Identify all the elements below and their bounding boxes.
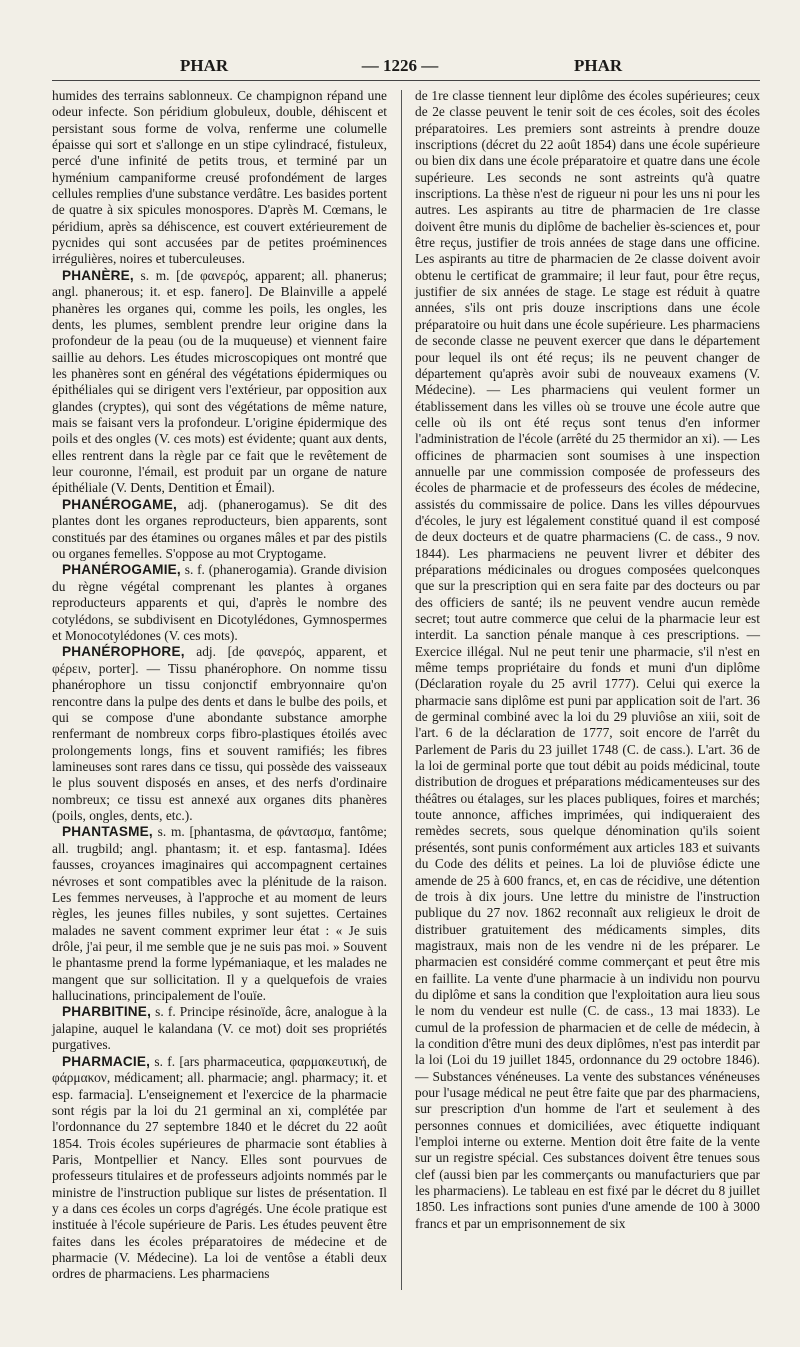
header-rule (52, 80, 760, 81)
running-head-left: PHAR (180, 56, 229, 75)
page-header (0, 56, 800, 82)
entry-phanerophore (52, 644, 387, 824)
entry-definition: adj. (phanerogamus). Se dit des plantes dont les organes reproducteurs, bien apparents, sont constitués par des étamines ou organes mâles et par des pistils ou organes femelles. S'oppose au mot Cryptogame. (52, 496, 387, 562)
left-column (52, 88, 387, 1283)
column-divider (401, 90, 402, 1290)
entry-definition: s. m. [de φανερός, apparent; all. phanerus; angl. phanerous; it. et esp. fanero]. De Blainville a appelé phanères les organes qui, comme les poils, les ongles, les dents, les plumes, semblent prendre leur origine dans la profondeur de la peau (ou de la muqueuse) et viennent faire saillie au dehors. Les études microscopiques ont montré que les phanères sont en général des végétations épidermiques ou épithéliales qui se dirigent vers l'extérieur, par opposition aux glandes (cryptes), qui sont des végétations de même nature, mais se faisant vers la profondeur. L'origine épidermique des poils et des ongles (V. ces mots) est évidente; quant aux dents, elles rentrent dans la règle par ce fait que le revêtement de leur couronne, l'émail, est produit par un organe de nature épithéliale (V. Dents, Dentition et Émail). (52, 267, 387, 496)
entry-definition: s. f. [ars pharmaceutica, φαρμακευτική, de φάρμακον, médicament; all. pharmacie; angl. pharmacy; it. et esp. farmacia]. L'enseignement et l'exercice de la pharmacie sont régis par la loi du 21 germinal an xi, complétée par l'ordonnance du 27 septembre 1840 et le décret du 22 août 1854. Trois écoles supérieures de pharmacie sont établies à Paris, Montpellier et Nancy. Elles sont pourvues de professeurs titulaires et de professeurs adjoints nommés par le ministre de l'instruction publique sur listes de présentation. Il y a dans ces écoles un corps d'agrégés. Une école pratique est instituée à l'école supérieure de Paris. Les études peuvent être faites dans les écoles préparatoires de médecine et de pharmacie (V. Médecine). La loi de ventôse a établi deux ordres de pharmaciens. Les pharmaciens (52, 1053, 387, 1282)
right-column (415, 88, 760, 1232)
entry-headword: PHANTASME, (62, 824, 153, 840)
running-head-right: PHAR (574, 56, 623, 75)
entry-phanere (52, 268, 387, 497)
entry-headword: PHANÉROPHORE, (62, 644, 185, 660)
entry-phanerogamie (52, 562, 387, 644)
entry-headword: PHANÉROGAME, (62, 496, 177, 512)
entry-phanerogame (52, 497, 387, 563)
right-column-text: de 1re classe tiennent leur diplôme des écoles supérieures; ceux de 2e classe peuvent le tenir soit de ces écoles, soit des écoles préparatoires. Les premiers sont astreints à prendre douze inscriptions (décret du 22 août 1854) dans une école supérieure ou bien dix dans une école préparatoire et quatre dans une école supérieure. Les seconds ne sont astreints qu'à quatre inscriptions. La thèse n'est de rigueur ni pour les uns ni pour les autres. Les aspirants au titre de pharmacien de 1re classe doivent être munis du diplôme de bachelier ès-sciences et, pour être reçus, justifier de trois années de stage dans une officine. Les aspirants au titre de pharmacien de 2e classe doivent avoir obtenu le certificat de grammaire; il leur faut, pour être reçus, justifier de six années de stage. Le stage est réduit à quatre années, s'ils ont pris douze inscriptions dans une école préparatoire ou huit dans une école supérieure. Les pharmaciens de seconde classe ne peuvent exercer que dans le département pour lequel ils ont été reçus; ils ne peuvent changer de département qu'après avoir subi de nouveaux examens (V. Médecine). — Les pharmaciens qui veulent former un établissement dans les villes où se trouve une école autre que celle où ils ont été reçus sont tenus d'en informer l'administration de l'école (arrêté du 25 thermidor an xi). — Les officines de pharmacien sont soumises à une inspection annuelle par une commission composée de professeurs des écoles de pharmacie et de professeurs des écoles de médecine, assistés du commissaire de police. Dans les villes dépourvues d'écoles, le jury est légalement constitué quand il est composé de deux docteurs et de quatre pharmaciens (C. de cass., 9 nov. 1844). Les pharmaciens ne peuvent livrer et débiter des préparations médicinales ou drogues composées quelconques que sur la prescription qui en sera faite par des docteurs ou par des officiers de santé; ils ne peuvent vendre aucun remède secret; tout autre commerce que celui de la pharmacie leur est interdit. La sanction pénale manque à ces prescriptions. — Exercice illégal. Nul ne peut tenir une pharmacie, s'il n'est en même temps propriétaire du fonds et muni d'un diplôme (Déclaration royale du 25 avril 1777). Celui qui exerce la pharmacie sans diplôme est puni par application soit de l'art. 36 de germinal combiné avec la loi du 29 pluviôse an xiii, soit de l'art. 6 de la déclaration de 1777, soit encore de l'arrêt du Parlement de Paris du 23 juillet 1748 (C. de cass.). L'art. 36 de la loi de germinal porte que tout débit au poids médicinal, toute distribution de drogues et préparations médicamenteuses sur des théâtres ou étalages, sur les places publiques, foires et marchés; toute annonce, affiches imprimées, qui indiqueraient des remèdes secrets, sous quelque dénomination qu'ils soient présentés, sont punis conformément aux articles 183 et suivants du Code des délits et peines. La loi de pluviôse édicte une amende de 25 à 600 francs, et, en cas de récidive, une détention de trois à dix jours. Une lettre du ministre de l'instruction publique du 27 nov. 1862 reconnaît aux religieux le droit de distribuer gratuitement des médicaments simples, dits magistraux, mais non de les vendre ni de les préparer. Le pharmacien est considéré comme commerçant et peut être mis en faillite. La vente d'une pharmacie à un individu non pourvu du diplôme et sans la condition que l'exploitation aura lieu sous le nom du vendeur est nulle (C. de cass., 13 mai 1833). Le cumul de la profession de pharmacien et de celle de médecin, à la condition d'être muni des deux diplômes, n'est pas interdit par la loi (Loi du 19 juillet 1845, ordonnance du 29 octobre 1846). — Substances vénéneuses. La vente des substances vénéneuses pour l'usage médical ne peut être faite que par des pharmaciens, sur prescription d'un homme de l'art et seulement à des personnes connues et domiciliées, avec étiquette indiquant l'emploi interne ou externe. Mention doit être faite de la vente sur un registre spécial. Ces substances doivent être tenues sous clef (aussi bien par les commerçants ou manufacturiers que par les pharmaciens). Le tableau en est fixé par le décret du 8 juillet 1850. Les infractions sont punies d'une amende de 100 à 3000 francs et par un emprisonnement de six (415, 88, 760, 1231)
entry-headword: PHANÈRE, (62, 267, 134, 283)
entry-definition: s. f. (phanerogamia). Grande division du règne végétal comprenant les plantes à organes reproducteurs apparents et qui, d'après le nombre des cotylédons, se subdivisent en Dicotylédones, Gymnospermes et Monocotylédones (V. ces mots). (52, 562, 387, 644)
entry-definition: s. f. Principe résinoïde, âcre, analogue à la jalapine, auquel le kalandana (V. ce mot) doit ses propriétés purgatives. (52, 1004, 387, 1053)
page-number: — 1226 — (361, 56, 439, 75)
entry-phantasme (52, 824, 387, 1004)
entry-pharbitine (52, 1004, 387, 1053)
continuation-paragraph: humides des terrains sablonneux. Ce champignon répand une odeur infecte. Son péridium globuleux, double, déhiscent et persistant sous forme de volva, renferme une columelle épaisse qui sort et s'allonge en un stipe cylindracé, fistuleux, percé d'une infinité de petits trous, et terminé par un hyménium campaniforme creusé profondément de larges cellules remplies d'une substance verdâtre. Les basides portent de quatre à six spicules monospores. D'après M. Cœmans, le péridium, après sa déhiscence, est couvert extérieurement de pycnides qui sont accusées par de petites proéminences irrégulières, noires et tuberculeuses. (52, 88, 387, 267)
entry-definition: s. m. [phantasma, de φάντασμα, fantôme; all. trugbild; angl. phantasm; it. et esp. fantasma]. Idées fausses, croyances imaginaires qui accompagnent certaines névroses et sont compatibles avec la plénitude de la raison. Les femmes nerveuses, à l'approche et au moment de leurs règles, les jeunes filles nubiles, y sont sujettes. Certaines malades ne savent comment exprimer leur état : « Je suis drôle, j'ai peur, il me semble que je ne suis pas moi. » Souvent le phantasme prend la forme lypémaniaque, et les malades ne mangent que sur sollicitation. Il y a quelquefois de vraies hallucinations, principalement de l'ouïe. (52, 824, 387, 1004)
entry-definition: adj. [de φανερός, apparent, et φέρειν, porter]. — Tissu phanérophore. On nomme tissu phanérophore un tissu conjonctif embryonnaire qu'on rencontre dans la pulpe des dents et dans le bulbe des poils, et qui se compose d'une abondante substance amorphe renfermant de nombreux corps fibro-plastiques étoilés avec prolongements longs, fins et souvent ramifiés; les fibres lamineuses sont rares dans ce tissu, qui possède des vaisseaux le plus souvent disposés en anses, et des nerfs d'ordinaire nombreux; ce tissu est annexé aux organes dits phanères (poils, ongles, dents, etc.). (52, 644, 387, 824)
entry-headword: PHARMACIE, (62, 1053, 151, 1069)
entry-pharmacie (52, 1054, 387, 1283)
entry-headword: PHANÉROGAMIE, (62, 562, 181, 578)
entry-headword: PHARBITINE, (62, 1004, 152, 1020)
